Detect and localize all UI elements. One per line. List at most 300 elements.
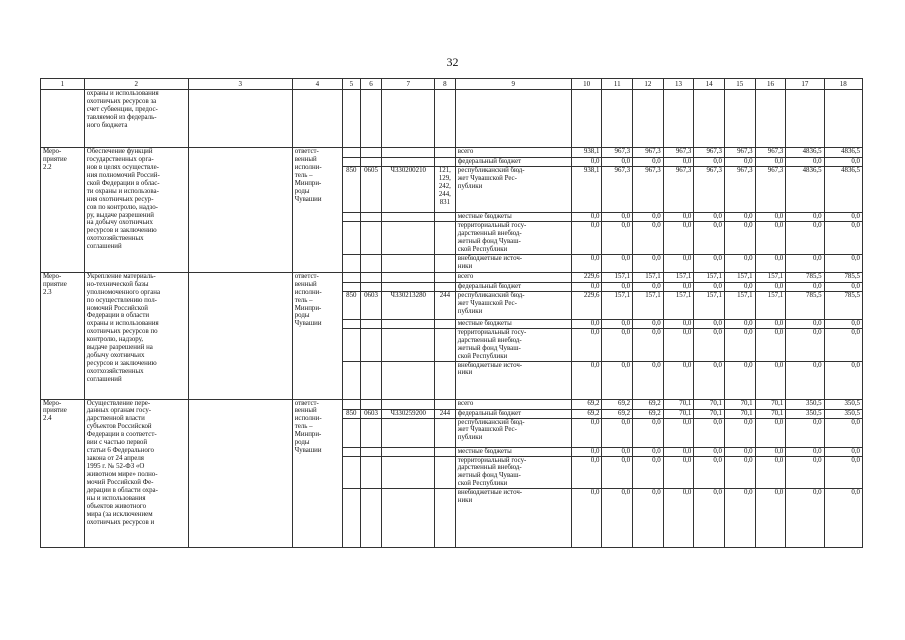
amount-cell: 0,0 (602, 213, 633, 222)
empty-cell (343, 319, 361, 328)
column-numbers-row (41, 79, 863, 90)
amount-cell: 70,1 (724, 399, 755, 409)
funding-source: внебюджетные источ- ники (455, 254, 571, 272)
empty-cell (360, 456, 382, 489)
empty-cell (434, 254, 455, 272)
amount-cell: 0,0 (571, 282, 602, 291)
amount-cell: 157,1 (663, 291, 694, 319)
table-row (41, 272, 863, 282)
empty-cell (434, 456, 455, 489)
funding-source: территориальный госу- дарственный внебюд- жетный фонд Чуваш- ской Республики (455, 222, 571, 255)
amount-cell: 69,2 (633, 409, 664, 418)
amount-cell: 0,0 (633, 328, 664, 361)
amount-cell: 967,3 (663, 167, 694, 213)
amount-cell: 967,3 (755, 148, 786, 158)
amount-cell: 967,3 (633, 167, 664, 213)
amount-cell: 0,0 (694, 447, 725, 456)
amount-cell: 0,0 (694, 361, 725, 399)
amount-cell: 0,0 (786, 254, 824, 272)
empty-cell (360, 254, 382, 272)
empty-cell (434, 282, 455, 291)
empty-cell (343, 222, 361, 255)
empty-cell (824, 90, 862, 148)
amount-cell: 70,1 (724, 409, 755, 418)
amount-cell: 69,2 (602, 399, 633, 409)
empty-cell (786, 90, 824, 148)
amount-cell: 0,0 (786, 447, 824, 456)
amount-cell: 70,1 (663, 399, 694, 409)
amount-cell: 785,5 (786, 291, 824, 319)
amount-cell: 157,1 (694, 291, 725, 319)
amount-cell: 157,1 (724, 291, 755, 319)
amount-cell: 967,3 (694, 148, 725, 158)
budget-code: Ч330259200 (382, 409, 435, 418)
amount-cell: 0,0 (824, 418, 862, 447)
amount-cell: 0,0 (786, 456, 824, 489)
empty-cell (434, 328, 455, 361)
empty-cell (434, 447, 455, 456)
amount-cell: 0,0 (724, 447, 755, 456)
amount-cell: 0,0 (571, 213, 602, 222)
empty-cell (755, 90, 786, 148)
amount-cell: 157,1 (663, 272, 694, 282)
amount-cell: 0,0 (694, 328, 725, 361)
amount-cell: 0,0 (824, 213, 862, 222)
amount-cell: 938,1 (571, 167, 602, 213)
continuation-row (41, 90, 863, 148)
funding-source: внебюджетные источ- ники (455, 489, 571, 548)
amount-cell: 0,0 (663, 489, 694, 548)
amount-cell: 0,0 (824, 361, 862, 399)
amount-cell: 0,0 (724, 418, 755, 447)
amount-cell: 0,0 (663, 418, 694, 447)
amount-cell: 0,0 (724, 213, 755, 222)
empty-cell (292, 90, 342, 148)
empty-cell (382, 90, 435, 148)
empty-cell (360, 418, 382, 447)
empty-cell (382, 328, 435, 361)
empty-cell (434, 361, 455, 399)
empty-cell (360, 361, 382, 399)
amount-cell: 0,0 (824, 282, 862, 291)
amount-cell: 0,0 (755, 213, 786, 222)
amount-cell: 0,0 (694, 158, 725, 167)
amount-cell: 0,0 (786, 213, 824, 222)
empty-cell (382, 418, 435, 447)
funding-source: внебюджетные источ- ники (455, 361, 571, 399)
column-number: 17 (786, 79, 824, 90)
amount-cell: 0,0 (755, 254, 786, 272)
amount-cell: 0,0 (571, 319, 602, 328)
amount-cell: 0,0 (663, 319, 694, 328)
amount-cell: 0,0 (663, 213, 694, 222)
amount-cell: 0,0 (724, 361, 755, 399)
amount-cell: 0,0 (694, 418, 725, 447)
empty-cell (343, 361, 361, 399)
amount-cell: 0,0 (633, 282, 664, 291)
amount-cell: 0,0 (571, 254, 602, 272)
empty-cell (434, 399, 455, 409)
amount-cell: 0,0 (724, 489, 755, 548)
empty-cell (360, 158, 382, 167)
amount-cell: 0,0 (663, 158, 694, 167)
amount-cell: 0,0 (824, 158, 862, 167)
amount-cell: 0,0 (633, 213, 664, 222)
amount-cell: 69,2 (571, 409, 602, 418)
empty-cell (360, 213, 382, 222)
empty-cell (343, 213, 361, 222)
empty-cell (434, 319, 455, 328)
column-number: 4 (292, 79, 342, 90)
column-number: 3 (188, 79, 292, 90)
column-number: 15 (724, 79, 755, 90)
amount-cell: 70,1 (755, 399, 786, 409)
empty-cell (360, 489, 382, 548)
funding-source: территориальный госу- дарственный внебюд- жетный фонд Чуваш- ской Республики (455, 328, 571, 361)
amount-cell: 0,0 (633, 254, 664, 272)
amount-cell: 0,0 (663, 456, 694, 489)
amount-cell: 4836,5 (786, 167, 824, 213)
amount-cell: 0,0 (571, 158, 602, 167)
empty-cell (434, 489, 455, 548)
empty-cell (382, 489, 435, 548)
amount-cell: 0,0 (694, 254, 725, 272)
empty-cell (382, 282, 435, 291)
amount-cell: 0,0 (663, 328, 694, 361)
amount-cell: 70,1 (663, 409, 694, 418)
amount-cell: 0,0 (786, 158, 824, 167)
amount-cell: 0,0 (755, 282, 786, 291)
budget-code: Ч330213280 (382, 291, 435, 319)
empty-cell (382, 158, 435, 167)
amount-cell: 938,1 (571, 148, 602, 158)
empty-cell (360, 319, 382, 328)
empty-cell (360, 148, 382, 158)
amount-cell: 0,0 (602, 489, 633, 548)
amount-cell: 0,0 (663, 282, 694, 291)
funding-source: всего (455, 399, 571, 409)
empty-cell (343, 328, 361, 361)
empty-cell (434, 222, 455, 255)
column-number: 10 (571, 79, 602, 90)
event-name: Укрепление материаль- но-технической базы уполномоченного органа по осуществлению пол- номочий Российской Федерации в области охраны и использования охотничьих ресурсов по контролю, надзору, выдаче разрешений на добычу охотничьих ресурсов и заключению охотхозяйственных соглашений (84, 272, 188, 399)
amount-cell: 0,0 (633, 319, 664, 328)
amount-cell: 0,0 (571, 456, 602, 489)
amount-cell: 785,5 (824, 272, 862, 282)
amount-cell: 229,6 (571, 291, 602, 319)
amount-cell: 0,0 (724, 222, 755, 255)
amount-cell: 0,0 (663, 361, 694, 399)
amount-cell: 0,0 (602, 328, 633, 361)
empty-cell (343, 447, 361, 456)
funding-source: всего (455, 148, 571, 158)
amount-cell: 0,0 (633, 418, 664, 447)
amount-cell: 0,0 (694, 319, 725, 328)
empty-cell (382, 254, 435, 272)
amount-cell: 0,0 (755, 361, 786, 399)
amount-cell: 0,0 (602, 158, 633, 167)
budget-code: 121, 129, 242, 244, 831 (434, 167, 455, 213)
empty-cell (382, 148, 435, 158)
budget-code: 0603 (360, 291, 382, 319)
funding-source: республиканский бюд- жет Чувашской Рес- публики (455, 291, 571, 319)
empty-cell (360, 282, 382, 291)
amount-cell: 157,1 (724, 272, 755, 282)
empty-cell (41, 90, 85, 148)
amount-cell: 0,0 (786, 361, 824, 399)
empty-cell (382, 399, 435, 409)
responsible-executor: ответст- венный исполни- тель – Минпри- роды Чувашии (292, 399, 342, 548)
amount-cell: 350,5 (824, 409, 862, 418)
empty-cell (434, 158, 455, 167)
budget-code: Ч330200210 (382, 167, 435, 213)
amount-cell: 0,0 (633, 447, 664, 456)
amount-cell: 0,0 (755, 447, 786, 456)
amount-cell: 0,0 (694, 456, 725, 489)
column-number: 9 (455, 79, 571, 90)
amount-cell: 0,0 (633, 489, 664, 548)
empty-cell (434, 272, 455, 282)
amount-cell: 0,0 (755, 319, 786, 328)
budget-code: 850 (343, 409, 361, 418)
responsible-executor: ответст- венный исполни- тель – Минпри- роды Чувашии (292, 272, 342, 399)
empty-cell (382, 456, 435, 489)
column-number: 6 (360, 79, 382, 90)
empty-cell (343, 158, 361, 167)
empty-cell (343, 489, 361, 548)
empty-cell (663, 90, 694, 148)
continuation-text: охраны и использования охотничьих ресурсов за счет субвенции, предос- тавляемой из федераль- ного бюджета (84, 90, 188, 148)
amount-cell: 0,0 (602, 418, 633, 447)
empty-cell (343, 148, 361, 158)
event-label: Меро- приятие 2.2 (41, 148, 85, 273)
amount-cell: 0,0 (694, 222, 725, 255)
table-row (41, 399, 863, 409)
amount-cell: 0,0 (824, 222, 862, 255)
amount-cell: 0,0 (571, 418, 602, 447)
empty-cell (188, 399, 292, 548)
amount-cell: 0,0 (786, 282, 824, 291)
amount-cell: 0,0 (602, 456, 633, 489)
amount-cell: 967,3 (633, 148, 664, 158)
empty-cell (343, 272, 361, 282)
funding-source: федеральный бюджет (455, 409, 571, 418)
empty-cell (382, 319, 435, 328)
amount-cell: 0,0 (724, 282, 755, 291)
amount-cell: 350,5 (824, 399, 862, 409)
funding-source: территориальный госу- дарственный внебюд- жетный фонд Чуваш- ской Республики (455, 456, 571, 489)
empty-cell (434, 90, 455, 148)
amount-cell: 0,0 (663, 447, 694, 456)
empty-cell (434, 418, 455, 447)
budget-code: 850 (343, 167, 361, 213)
amount-cell: 0,0 (824, 456, 862, 489)
empty-cell (434, 213, 455, 222)
amount-cell: 785,5 (824, 291, 862, 319)
amount-cell: 157,1 (755, 291, 786, 319)
event-name: Обеспечение функций государственных орга- нов в целях осуществле- ния полномочий Россий- ской Федерации в облас- ти охраны и использова- ния охотничьих ресур- сов по контролю, надзо- ру, выдаче разрешений на добычу охотничьих ресурсов и заключению охотхозяйственных соглашений (84, 148, 188, 273)
amount-cell: 0,0 (571, 489, 602, 548)
amount-cell: 0,0 (786, 319, 824, 328)
amount-cell: 70,1 (694, 399, 725, 409)
amount-cell: 0,0 (724, 456, 755, 489)
amount-cell: 4836,5 (824, 148, 862, 158)
amount-cell: 0,0 (602, 282, 633, 291)
amount-cell: 0,0 (663, 222, 694, 255)
column-number: 8 (434, 79, 455, 90)
funding-source: местные бюджеты (455, 213, 571, 222)
column-number: 5 (343, 79, 361, 90)
amount-cell: 0,0 (824, 447, 862, 456)
column-number: 13 (663, 79, 694, 90)
amount-cell: 0,0 (663, 254, 694, 272)
responsible-executor: ответст- венный исполни- тель – Минпри- роды Чувашии (292, 148, 342, 273)
table-row (41, 148, 863, 158)
empty-cell (382, 213, 435, 222)
amount-cell: 157,1 (694, 272, 725, 282)
amount-cell: 69,2 (633, 399, 664, 409)
empty-cell (382, 272, 435, 282)
amount-cell: 0,0 (633, 361, 664, 399)
budget-table (40, 78, 863, 548)
amount-cell: 0,0 (602, 447, 633, 456)
empty-cell (724, 90, 755, 148)
amount-cell: 0,0 (824, 328, 862, 361)
amount-cell: 69,2 (602, 409, 633, 418)
amount-cell: 0,0 (724, 328, 755, 361)
page-number: 32 (446, 55, 459, 69)
amount-cell: 350,5 (786, 399, 824, 409)
amount-cell: 0,0 (633, 222, 664, 255)
funding-source: местные бюджеты (455, 447, 571, 456)
empty-cell (343, 282, 361, 291)
amount-cell: 0,0 (755, 158, 786, 167)
empty-cell (382, 447, 435, 456)
column-number: 18 (824, 79, 862, 90)
amount-cell: 70,1 (755, 409, 786, 418)
funding-source: федеральный бюджет (455, 282, 571, 291)
amount-cell: 967,3 (724, 167, 755, 213)
amount-cell: 0,0 (602, 319, 633, 328)
empty-cell (188, 148, 292, 273)
amount-cell: 785,5 (786, 272, 824, 282)
empty-cell (360, 90, 382, 148)
empty-cell (343, 456, 361, 489)
empty-cell (694, 90, 725, 148)
empty-cell (455, 90, 571, 148)
amount-cell: 0,0 (602, 222, 633, 255)
amount-cell: 0,0 (724, 254, 755, 272)
amount-cell: 0,0 (786, 418, 824, 447)
amount-cell: 229,6 (571, 272, 602, 282)
amount-cell: 967,3 (663, 148, 694, 158)
amount-cell: 0,0 (694, 489, 725, 548)
amount-cell: 0,0 (824, 319, 862, 328)
column-number: 12 (633, 79, 664, 90)
empty-cell (382, 222, 435, 255)
empty-cell (360, 328, 382, 361)
funding-source: республиканский бюд- жет Чувашской Рес- публики (455, 418, 571, 447)
empty-cell (188, 90, 292, 148)
column-number: 11 (602, 79, 633, 90)
empty-cell (188, 272, 292, 399)
amount-cell: 0,0 (724, 319, 755, 328)
amount-cell: 0,0 (633, 158, 664, 167)
amount-cell: 69,2 (571, 399, 602, 409)
event-label: Меро- приятие 2.4 (41, 399, 85, 548)
amount-cell: 0,0 (694, 282, 725, 291)
amount-cell: 0,0 (633, 456, 664, 489)
column-number: 1 (41, 79, 85, 90)
empty-cell (382, 361, 435, 399)
amount-cell: 157,1 (755, 272, 786, 282)
amount-cell: 967,3 (602, 167, 633, 213)
budget-code: 0605 (360, 167, 382, 213)
column-number: 7 (382, 79, 435, 90)
column-number: 2 (84, 79, 188, 90)
amount-cell: 70,1 (694, 409, 725, 418)
amount-cell: 0,0 (755, 328, 786, 361)
amount-cell: 157,1 (633, 291, 664, 319)
budget-code: 244 (434, 291, 455, 319)
amount-cell: 4836,5 (786, 148, 824, 158)
amount-cell: 0,0 (755, 222, 786, 255)
amount-cell: 0,0 (824, 254, 862, 272)
amount-cell: 0,0 (602, 361, 633, 399)
budget-code: 850 (343, 291, 361, 319)
empty-cell (360, 222, 382, 255)
amount-cell: 0,0 (602, 254, 633, 272)
amount-cell: 350,5 (786, 409, 824, 418)
amount-cell: 0,0 (755, 418, 786, 447)
empty-cell (343, 90, 361, 148)
amount-cell: 4836,5 (824, 167, 862, 213)
amount-cell: 0,0 (786, 328, 824, 361)
empty-cell (360, 272, 382, 282)
amount-cell: 0,0 (724, 158, 755, 167)
event-name: Осуществление пере- данных органам госу- дарственной власти субъектов Российской Федерации в соответст- вии с частью первой статьи 6 Федерального закона от 24 апреля 1995 г. № 52-ФЗ «О животном мире» полно- мочий Российской Фе- дерации в области охра- ны и использования объектов животного мира (за исключением охотничьих ресурсов и (84, 399, 188, 548)
empty-cell (602, 90, 633, 148)
amount-cell: 0,0 (824, 489, 862, 548)
amount-cell: 0,0 (786, 222, 824, 255)
empty-cell (343, 418, 361, 447)
amount-cell: 0,0 (571, 222, 602, 255)
amount-cell: 967,3 (755, 167, 786, 213)
funding-source: местные бюджеты (455, 319, 571, 328)
empty-cell (571, 90, 602, 148)
empty-cell (633, 90, 664, 148)
amount-cell: 0,0 (571, 328, 602, 361)
amount-cell: 967,3 (724, 148, 755, 158)
amount-cell: 967,3 (694, 167, 725, 213)
budget-code: 0603 (360, 409, 382, 418)
amount-cell: 0,0 (571, 361, 602, 399)
amount-cell: 0,0 (571, 447, 602, 456)
empty-cell (343, 254, 361, 272)
amount-cell: 157,1 (602, 272, 633, 282)
funding-source: всего (455, 272, 571, 282)
amount-cell: 0,0 (694, 213, 725, 222)
funding-source: федеральный бюджет (455, 158, 571, 167)
empty-cell (434, 148, 455, 158)
column-number: 16 (755, 79, 786, 90)
amount-cell: 157,1 (633, 272, 664, 282)
budget-code: 244 (434, 409, 455, 418)
empty-cell (343, 399, 361, 409)
event-label: Меро- приятие 2.3 (41, 272, 85, 399)
amount-cell: 0,0 (786, 489, 824, 548)
amount-cell: 967,3 (602, 148, 633, 158)
